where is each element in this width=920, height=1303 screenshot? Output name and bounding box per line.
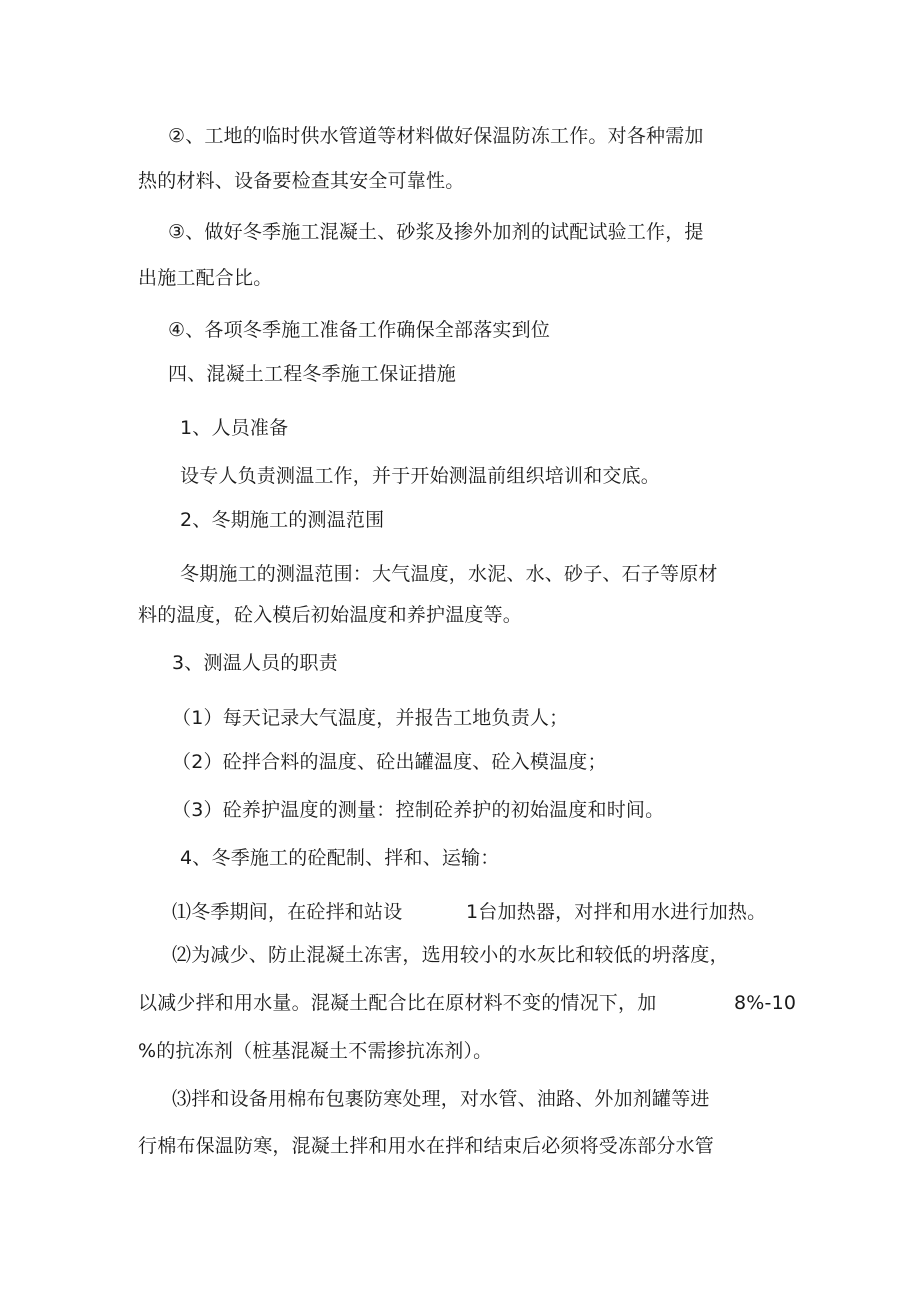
paragraph-line: 行棉布保温防寒，混凝土拌和用水在拌和结束后必须将受冻部分水管 bbox=[138, 1135, 715, 1157]
paragraph-line: ④、各项冬季施工准备工作确保全部落实到位 bbox=[168, 319, 551, 341]
paragraph-line: %的抗冻剂（桩基混凝土不需掺抗冻剂）。 bbox=[138, 1040, 493, 1062]
subsection-heading: 4、冬季施工的砼配制、拌和、运输： bbox=[180, 847, 500, 869]
paragraph-line: ⑴冬季期间，在砼拌和站设 bbox=[172, 901, 403, 923]
paragraph-line: 1台加热器，对拌和用水进行加热。 bbox=[466, 901, 767, 923]
paragraph-line: 以减少拌和用水量。混凝土配合比在原材料不变的情况下，加 bbox=[138, 992, 657, 1014]
subsection-heading: 3、测温人员的职责 bbox=[172, 652, 338, 674]
paragraph-line: 冬期施工的测温范围：大气温度，水泥、水、砂子、石子等原材 bbox=[180, 563, 718, 585]
paragraph-line: 出施工配合比。 bbox=[138, 267, 273, 289]
section-heading: 四、混凝土工程冬季施工保证措施 bbox=[168, 363, 457, 385]
paragraph-line: 热的材料、设备要检查其安全可靠性。 bbox=[138, 170, 465, 192]
paragraph-line: ⑵为减少、防止混凝土冻害，选用较小的水灰比和较低的坍落度， bbox=[172, 944, 729, 966]
list-item: （2）砼拌合料的温度、砼出罐温度、砼入模温度； bbox=[172, 751, 607, 773]
subsection-heading: 1、人员准备 bbox=[180, 417, 289, 439]
subsection-heading: 2、冬期施工的测温范围 bbox=[180, 509, 385, 531]
list-item: （3）砼养护温度的测量：控制砼养护的初始温度和时间。 bbox=[172, 799, 665, 821]
list-item: （1）每天记录大气温度，并报告工地负责人； bbox=[172, 707, 569, 729]
paragraph-line: 设专人负责测温工作，并于开始测温前组织培训和交底。 bbox=[180, 465, 661, 487]
paragraph-line: ②、工地的临时供水管道等材料做好保温防冻工作。对各种需加 bbox=[168, 125, 704, 147]
paragraph-line: ⑶拌和设备用棉布包裹防寒处理，对水管、油路、外加剂罐等进 bbox=[172, 1088, 710, 1110]
paragraph-line: 8%-10 bbox=[734, 992, 797, 1014]
paragraph-line: ③、做好冬季施工混凝土、砂浆及掺外加剂的试配试验工作，提 bbox=[168, 221, 704, 243]
paragraph-line: 料的温度，砼入模后初始温度和养护温度等。 bbox=[138, 604, 523, 626]
